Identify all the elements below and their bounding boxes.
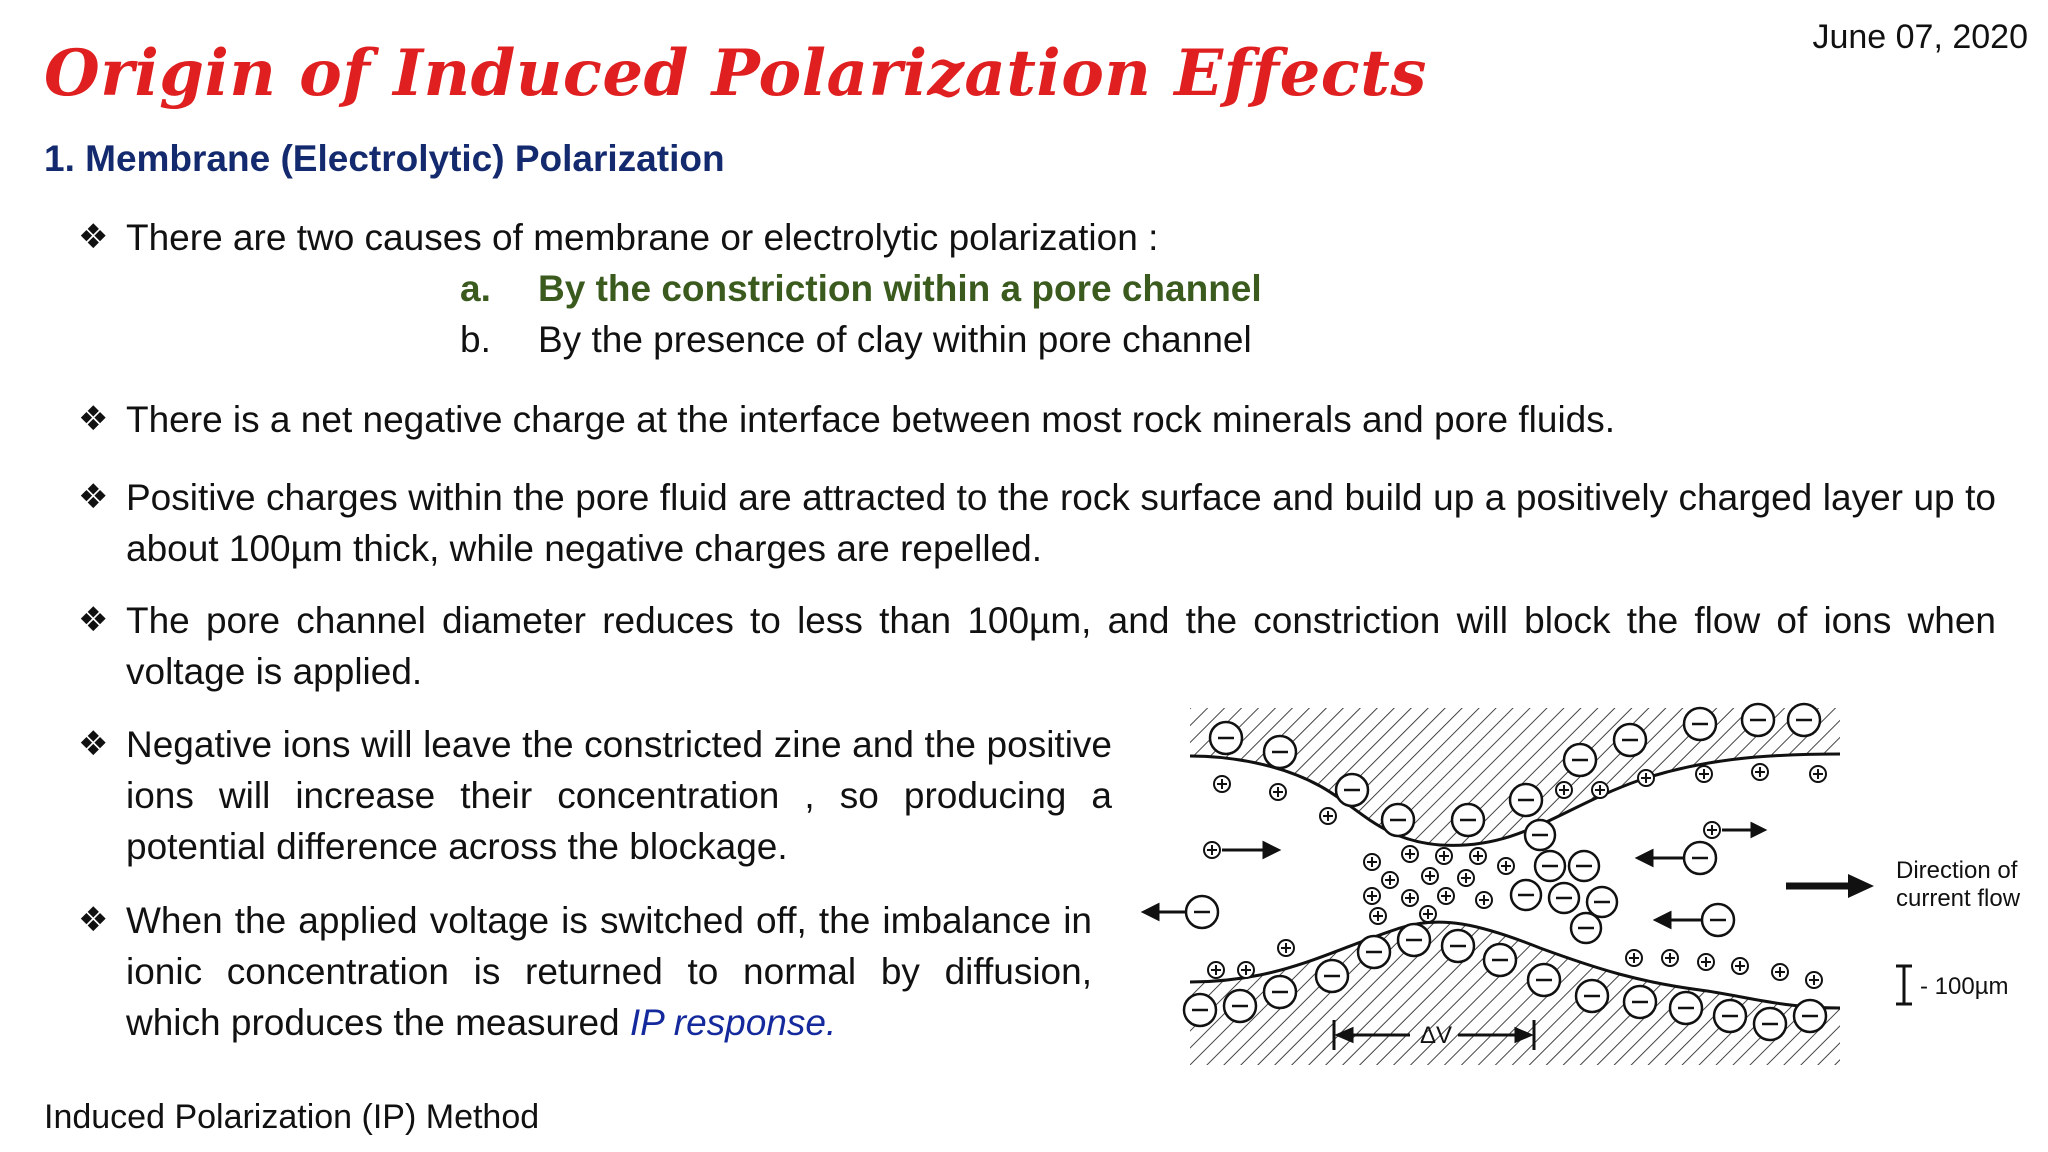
negative-ion-icon	[1184, 994, 1216, 1026]
sub-item-a	[460, 263, 1262, 314]
positive-ion-icon	[1320, 808, 1336, 824]
bullet-marker-icon: ❖	[78, 218, 109, 256]
negative-ion-icon	[1358, 936, 1390, 968]
positive-ion-icon	[1278, 940, 1294, 956]
positive-ion-icon	[1662, 950, 1678, 966]
positive-ion-icon	[1364, 888, 1380, 904]
scale-bar-icon	[1896, 966, 1912, 1004]
negative-ion-icon	[1186, 896, 1218, 928]
bullet-item	[78, 719, 1112, 872]
bullet-text: There is a net negative charge at the interface between most rock minerals and pore fluids.	[126, 399, 1616, 440]
positive-ion-icon	[1592, 782, 1608, 798]
bullet-item	[78, 895, 1092, 1048]
slide-title: Origin of Induced Polarization Effects	[44, 36, 1427, 111]
positive-ion-icon	[1382, 872, 1398, 888]
bullet-item	[78, 472, 1996, 574]
negative-ion-icon	[1794, 1000, 1826, 1032]
pore-constriction-diagram	[1140, 690, 2030, 1070]
positive-ion-icon	[1696, 766, 1712, 782]
current-flow-label-line1: Direction of	[1896, 857, 2018, 884]
negative-ion-icon	[1714, 1000, 1746, 1032]
bullet-text-main: When the applied voltage is switched off, the imbalance in ionic concentration is returned to normal by diffusion, which produces the measured	[126, 900, 1092, 1043]
positive-ion-icon	[1270, 784, 1286, 800]
sub-item-text: By the presence of clay within pore channel	[538, 319, 1252, 360]
negative-ion-icon	[1788, 704, 1820, 736]
negative-ion-icon	[1670, 992, 1702, 1024]
negative-ion-icon	[1224, 990, 1256, 1022]
positive-ion-icon	[1626, 950, 1642, 966]
negative-ion-icon	[1525, 820, 1555, 850]
positive-ion-icon	[1370, 908, 1386, 924]
positive-ion-icon	[1438, 888, 1454, 904]
current-flow-arrow-icon	[1786, 874, 1874, 898]
positive-ion-icon	[1436, 848, 1452, 864]
negative-ion-icon	[1528, 964, 1560, 996]
bullet-text: Positive charges within the pore fluid are attracted to the rock surface and build up a positively charged layer up to about 100µm thick, while negative charges are repelled.	[126, 477, 1996, 569]
negative-ion-icon	[1684, 842, 1716, 874]
negative-ion-icon	[1382, 804, 1414, 836]
negative-ion-icon	[1571, 913, 1601, 943]
negative-ion-icon	[1316, 960, 1348, 992]
negative-ion-icon	[1754, 1008, 1786, 1040]
negative-ion-icon	[1624, 986, 1656, 1018]
upper-rock-wall	[1190, 708, 1840, 845]
bullet-text	[126, 895, 1092, 1048]
positive-ion-icon	[1402, 890, 1418, 906]
negative-ion-icon	[1264, 736, 1296, 768]
sub-item-text: By the constriction within a pore channel	[538, 268, 1262, 309]
positive-ion-icon	[1214, 776, 1230, 792]
section-heading: 1. Membrane (Electrolytic) Polarization	[44, 138, 725, 179]
negative-ion-icon	[1614, 724, 1646, 756]
arrow-right-icon	[1222, 843, 1278, 857]
positive-ion-icon	[1732, 958, 1748, 974]
positive-ion-icon	[1208, 962, 1224, 978]
positive-ion-icon	[1498, 858, 1514, 874]
positive-ion-icon	[1752, 764, 1768, 780]
sub-item-letter: b.	[460, 319, 491, 360]
negative-ion-icon	[1336, 774, 1368, 806]
negative-ion-icon	[1264, 976, 1296, 1008]
negative-ion-icon	[1549, 883, 1579, 913]
positive-ion-icon	[1810, 766, 1826, 782]
negative-ion-icon	[1510, 784, 1542, 816]
positive-ion-icon	[1364, 854, 1380, 870]
positive-ion-icon	[1204, 842, 1220, 858]
positive-ion-icon	[1238, 962, 1254, 978]
sub-item-b	[460, 314, 1252, 365]
negative-ion-icon	[1564, 744, 1596, 776]
arrow-left-icon	[1144, 905, 1186, 919]
negative-ion-icon	[1742, 704, 1774, 736]
delta-v-label: ΔV	[1420, 1022, 1453, 1049]
bullet-marker-icon: ❖	[78, 400, 109, 438]
scale-bar-label: - 100µm	[1920, 973, 2009, 1000]
slide-footer: Induced Polarization (IP) Method	[44, 1098, 540, 1136]
positive-ion-icon	[1556, 782, 1572, 798]
negative-ion-icon	[1587, 887, 1617, 917]
positive-ion-icon	[1422, 868, 1438, 884]
bullet-text: The pore channel diameter reduces to less than 100µm, and the constriction will block the flow of ions when voltage is applied.	[126, 600, 1996, 692]
arrow-right-icon	[1722, 824, 1764, 836]
bullet-item	[78, 212, 2018, 263]
bullet-marker-icon: ❖	[78, 478, 109, 516]
sub-item-letter: a.	[460, 268, 491, 309]
arrow-left-icon	[1638, 851, 1684, 865]
negative-ion-icon	[1576, 980, 1608, 1012]
negative-ion-icon	[1702, 904, 1734, 936]
bullet-item	[78, 394, 2018, 445]
positive-ion-icon	[1638, 770, 1654, 786]
negative-ion-icon	[1452, 804, 1484, 836]
arrow-left-icon	[1656, 913, 1702, 927]
bullet-text: Negative ions will leave the constricted zine and the positive ions will increase their concentration , so producing a potential difference across the blockage.	[126, 724, 1112, 867]
negative-ion-icon	[1484, 944, 1516, 976]
slide-date: June 07, 2020	[1812, 18, 2028, 56]
negative-ion-icon	[1684, 708, 1716, 740]
positive-ion-icon	[1402, 846, 1418, 862]
positive-ion-icon	[1772, 964, 1788, 980]
positive-ion-icon	[1458, 870, 1474, 886]
negative-ion-icon	[1535, 851, 1565, 881]
positive-ion-icon	[1806, 972, 1822, 988]
negative-ion-icon	[1210, 722, 1242, 754]
bullet-item	[78, 595, 1996, 697]
bullet-marker-icon: ❖	[78, 601, 109, 639]
bullet-marker-icon: ❖	[78, 901, 109, 939]
negative-ion-icon	[1569, 851, 1599, 881]
positive-ion-icon	[1420, 906, 1436, 922]
negative-ion-icon	[1511, 880, 1541, 910]
positive-ion-icon	[1698, 954, 1714, 970]
positive-ion-icon	[1470, 848, 1486, 864]
bullet-marker-icon: ❖	[78, 725, 109, 763]
negative-ion-icon	[1398, 924, 1430, 956]
current-flow-label-line2: current flow	[1896, 885, 2021, 912]
negative-ion-icon	[1442, 930, 1474, 962]
ip-response-highlight: IP response.	[629, 1002, 837, 1043]
positive-ion-icon	[1476, 892, 1492, 908]
positive-ion-icon	[1704, 822, 1720, 838]
bullet-text: There are two causes of membrane or electrolytic polarization :	[126, 217, 1159, 258]
